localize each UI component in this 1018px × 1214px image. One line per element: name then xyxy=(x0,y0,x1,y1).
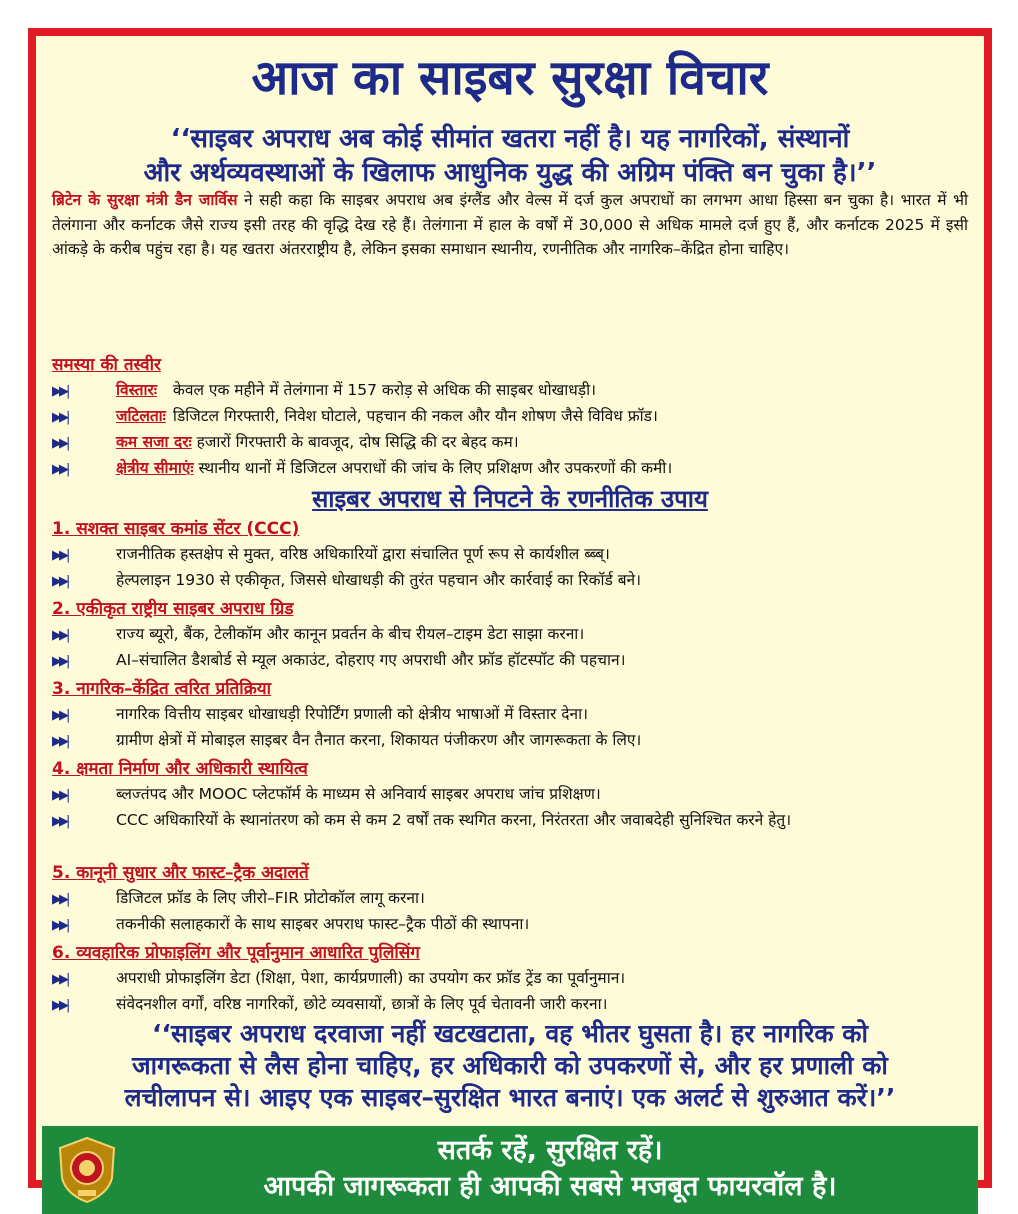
strategy-heading: साइबर अपराध से निपटने के रणनीतिक उपाय xyxy=(312,485,708,513)
problem-heading: समस्या की तस्वीर xyxy=(52,355,161,375)
police-emblem-icon xyxy=(52,1134,122,1206)
item-label: विस्तारः xyxy=(116,381,157,399)
fast-forward-icon: ▶▶| xyxy=(52,548,68,563)
fast-forward-icon: ▶▶| xyxy=(52,462,68,477)
list-item xyxy=(52,886,972,912)
intro-text: ने सही कहा कि साइबर अपराध अब इंग्लैंड और वेल्स में दर्ज कुल अपराधों का लगभग आधा हिस्सा बन चुका है। भारत में भी तेलंगाना और कर्नाटक जैसे राज्य इसी तरह की वृद्धि देख रहे हैं। तेलंगाना में हाल के वर्षों में 30,000 से अधिक मामले दर्ज हुए हैं, और कर्नाटक 2025 में इसी आंकड़े के करीब पहुंच रहा है। यह खतरा अंतरराष्ट्रीय है, लेकिन इसका समाधान स्थानीय, रणनीतिक और नागरिक–केंद्रित होना चाहिए। xyxy=(52,191,968,258)
footer-slogan: सतर्क रहें, सुरक्षित रहें। xyxy=(437,1135,663,1166)
page-title: आज का साइबर सुरक्षा विचार xyxy=(251,50,769,106)
list-item xyxy=(52,648,972,674)
fast-forward-icon: ▶▶| xyxy=(52,436,68,451)
footer-tagline: आपकी जागरूकता ही आपकी सबसे मजबूत फायरवॉल है। xyxy=(263,1171,837,1202)
fast-forward-icon: ▶▶| xyxy=(52,574,68,589)
item-text: स्थानीय थानों में डिजिटल अपराधों की जांच के लिए प्रशिक्षण और उपकरणों की कमी। xyxy=(193,459,673,477)
list-item xyxy=(52,404,972,430)
item-text: तकनीकी सलाहकारों के साथ साइबर अपराध फास्ट–ट्रैक पीठों की स्थापना। xyxy=(116,915,530,933)
section-heading: 4. क्षमता निर्माण और अधिकारी स्थायित्व xyxy=(52,759,308,779)
item-label: कम सजा दरः xyxy=(116,433,192,451)
item-text: डिजिटल फ्रॉड के लिए जीरो–FIR प्रोटोकॉल लागू करना। xyxy=(116,889,425,907)
fast-forward-icon: ▶▶| xyxy=(52,410,68,425)
fast-forward-icon: ▶▶| xyxy=(52,814,68,829)
list-item xyxy=(52,378,972,404)
section-heading: 3. नागरिक–केंद्रित त्वरित प्रतिक्रिया xyxy=(52,679,272,699)
fast-forward-icon: ▶▶| xyxy=(52,654,68,669)
list-item xyxy=(52,568,972,594)
footer-banner xyxy=(42,1126,978,1214)
list-item xyxy=(52,702,972,728)
list-item xyxy=(52,728,972,754)
section-heading: 5. कानूनी सुधार और फास्ट–ट्रैक अदालतें xyxy=(52,863,309,883)
item-text: राज्य ब्यूरो, बैंक, टेलीकॉम और कानून प्रवर्तन के बीच रीयल–टाइम डेटा साझा करना। xyxy=(116,625,585,643)
poster-frame xyxy=(28,28,992,1202)
fast-forward-icon: ▶▶| xyxy=(52,972,68,987)
list-item xyxy=(52,542,972,568)
fast-forward-icon: ▶▶| xyxy=(52,788,68,803)
list-item xyxy=(52,622,972,648)
item-text: राजनीतिक हस्तक्षेप से मुक्त, वरिष्ठ अधिकारियों द्वारा संचालित पूर्ण रूप से कार्यशील ब्ब्ब्। xyxy=(116,545,610,563)
closing-quote-line: लचीलापन से। आइए एक साइबर–सुरक्षित भारत बनाएं। एक अलर्ट से शुरुआत करें।’’ xyxy=(124,1083,896,1112)
intro-paragraph xyxy=(52,188,968,262)
item-text: हेल्पलाइन 1930 से एकीकृत, जिससे धोखाधड़ी की तुरंत पहचान और कार्रवाई का रिकॉर्ड बने। xyxy=(116,571,642,589)
fast-forward-icon: ▶▶| xyxy=(52,918,68,933)
item-label: क्षेत्रीय सीमाएंः xyxy=(116,459,194,477)
closing-quote-line: जागरूकता से लैस होना चाहिए, हर अधिकारी को उपकरणों से, और हर प्रणाली को xyxy=(132,1051,888,1080)
item-text: ग्रामीण क्षेत्रों में मोबाइल साइबर वैन तैनात करना, शिकायत पंजीकरण और जागरूकता के लिए। xyxy=(116,731,642,749)
item-text: अपराधी प्रोफाइलिंग डेटा (शिक्षा, पेशा, कार्यप्रणाली) का उपयोग कर फ्रॉड ट्रेंड का पूर्वानुमान। xyxy=(116,969,626,987)
list-item xyxy=(52,912,972,938)
item-text: AI–संचालित डैशबोर्ड से म्यूल अकाउंट, दोहराए गए अपराधी और फ्रॉड हॉटस्पॉट की पहचान। xyxy=(116,651,626,669)
list-item xyxy=(52,992,972,1018)
item-text: संवेदनशील वर्गों, वरिष्ठ नागरिकों, छोटे व्यवसायों, छात्रों के लिए पूर्व चेतावनी जारी करना। xyxy=(116,995,608,1013)
fast-forward-icon: ▶▶| xyxy=(52,998,68,1013)
item-text: CCC अधिकारियों के स्थानांतरण को कम से कम 2 वर्षों तक स्थगित करना, निरंतरता और जवाबदेही सुनिश्चित करने हेतु। xyxy=(116,811,792,829)
closing-quote-line: ‘‘साइबर अपराध दरवाजा नहीं खटखटाता, वह भीतर घुसता है। हर नागरिक को xyxy=(152,1019,868,1048)
fast-forward-icon: ▶▶| xyxy=(52,384,68,399)
opening-quote-line: ‘‘साइबर अपराध अब कोई सीमांत खतरा नहीं है। यह नागरिकों, संस्थानों xyxy=(170,124,850,154)
item-text: डिजिटल गिरफ्तारी, निवेश घोटाले, पहचान की नकल और यौन शोषण जैसे विविध फ्रॉड। xyxy=(168,407,658,425)
opening-quote-line: और अर्थव्यवस्थाओं के खिलाफ आधुनिक युद्ध की अग्रिम पंक्ति बन चुका है।’’ xyxy=(143,158,877,188)
list-item xyxy=(52,430,972,456)
list-item xyxy=(52,456,972,482)
item-text: केवल एक महीने में तेलंगाना में 157 करोड़ से अधिक की साइबर धोखाधड़ी। xyxy=(168,381,596,399)
fast-forward-icon: ▶▶| xyxy=(52,628,68,643)
item-text: हजारों गिरफ्तारी के बावजूद, दोष सिद्धि की दर बेहद कम। xyxy=(191,433,519,451)
list-item xyxy=(52,966,972,992)
opening-quote xyxy=(48,122,972,190)
list-item xyxy=(52,782,972,808)
item-text: नागरिक वित्तीय साइबर धोखाधड़ी रिपोर्टिंग प्रणाली को क्षेत्रीय भाषाओं में विस्तार देना। xyxy=(116,705,588,723)
section-heading: 1. सशक्त साइबर कमांड सेंटर (CCC) xyxy=(52,519,300,539)
closing-quote xyxy=(48,1018,972,1114)
fast-forward-icon: ▶▶| xyxy=(52,708,68,723)
section-heading: 6. व्यवहारिक प्रोफाइलिंग और पूर्वानुमान आधारित पुलिसिंग xyxy=(52,943,420,963)
item-label: जटिलताः xyxy=(116,407,166,425)
fast-forward-icon: ▶▶| xyxy=(52,892,68,907)
fast-forward-icon: ▶▶| xyxy=(52,734,68,749)
intro-lead: ब्रिटेन के सुरक्षा मंत्री डैन जार्विस xyxy=(52,191,238,209)
item-text: ब्लज्तंपद और MOOC प्लेटफॉर्म के माध्यम से अनिवार्य साइबर अपराध जांच प्रशिक्षण। xyxy=(116,785,601,803)
list-item xyxy=(52,808,972,834)
section-heading: 2. एकीकृत राष्ट्रीय साइबर अपराध ग्रिड xyxy=(52,599,294,619)
